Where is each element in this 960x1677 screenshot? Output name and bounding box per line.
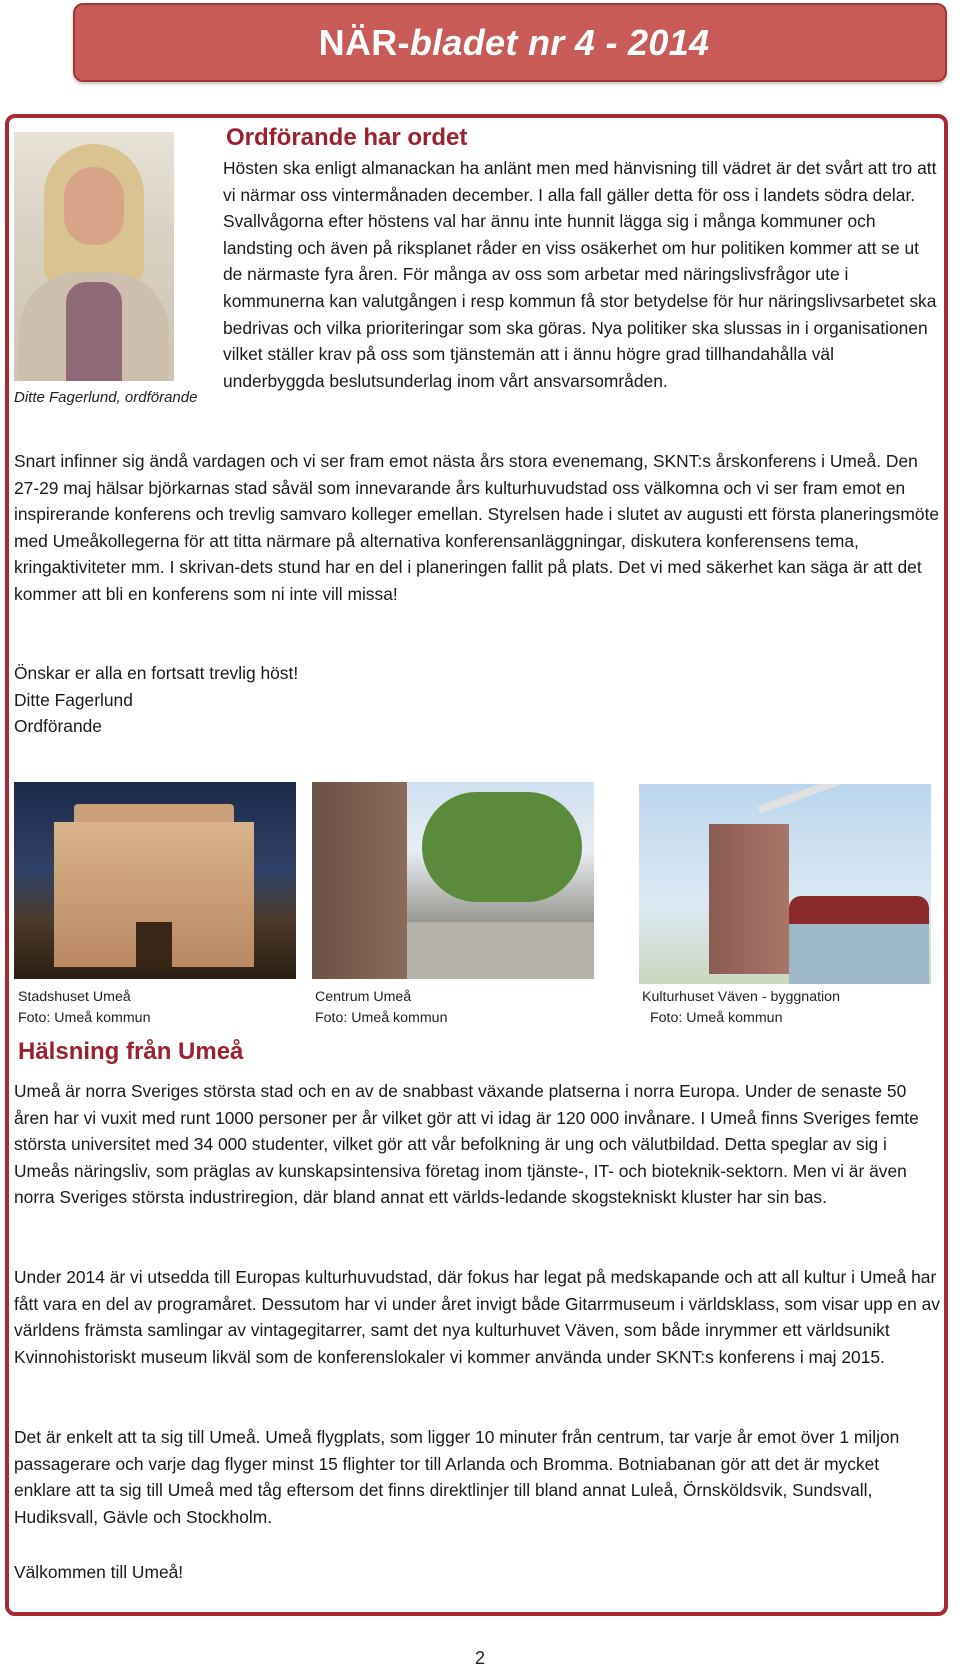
- chair-body-paragraph: Snart infinner sig ändå vardagen och vi ser fram emot nästa års stora evenemang, SKNT:s årskonferens i Umeå. Den 27-29 maj hälsar björkarnas stad såväl som innevarande års kulturhuvudstad oss välkomna och vi ser fram emot en inspirerande konferens och trevlig samvaro kolleger emellan. Styrelsen hade i slutet av augusti ett första planeringsmöte med Umeåkollegerna för att titta närmare på alternativa konferensanläggningar, diskutera konferensens tema, kringaktiviteter mm. I skrivan-dets stund har en del i planeringen fallit på plats. Det vi med säkerhet kan säga är att det kommer att bli en konferens som ni inte vill missa!: [14, 451, 940, 604]
- caption-credit: Foto: Umeå kommun: [18, 1010, 151, 1026]
- signature-name: Ditte Fagerlund: [14, 690, 133, 710]
- photo-caption-stadshuset: [18, 987, 150, 1029]
- portrait-top-shape: [66, 282, 122, 381]
- photo-vaven: [639, 784, 931, 984]
- page-number: 2: [474, 1648, 485, 1668]
- centrum-street-shape: [407, 922, 594, 979]
- vaven-house-shape: [789, 924, 929, 984]
- section-heading-chair: Ordförande har ordet: [226, 124, 468, 151]
- section-heading-umea: Hälsning från Umeå: [18, 1038, 244, 1065]
- vaven-crane-shape: [758, 784, 902, 814]
- signature-title: Ordförande: [14, 716, 102, 736]
- umea-closing: Välkommen till Umeå!: [14, 1562, 184, 1582]
- centrum-tree-shape: [422, 792, 582, 902]
- photo-centrum: [312, 782, 594, 979]
- umea-paragraph-1: Umeå är norra Sveriges största stad och en av de snabbast växande platserna i norra Europa. Under de senaste 50 åren har vi vuxit med runt 1000 personer per år vilket gör att vi idag är 120 000 invånare. I Umeå finns Sveriges femte största universitet med 34 000 studenter, vilket gör att vår befolkning är ung och välutbildad. Detta speglar av sig i Umeås näringsliv, som präglas av kunskapsintensiva företag inom tjänste-, IT- och bioteknik-sektorn. Men vi är även norra Sveriges största industriregion, där bland annat ett världs-ledande skogstekniskt kluster har sin bas.: [14, 1081, 919, 1208]
- newsletter-banner: [73, 3, 947, 82]
- chair-portrait-photo: [14, 132, 174, 381]
- caption-credit: Foto: Umeå kommun: [315, 1010, 448, 1026]
- portrait-caption: Ditte Fagerlund, ordförande: [14, 389, 198, 406]
- chair-intro-paragraph: Hösten ska enligt almanackan ha anlänt men med hänvisning till vädret är det svårt att tro att vi närmar oss vintermånaden december. I alla fall gäller detta för oss i landets södra delar. Svallvågorna efter höstens val har ännu inte hunnit lägga sig i många kommuner och landsting och även på riksplanet råder en viss osäkerhet om hur politiken kommer att se ut de närmaste fyra åren. För många av oss som arbetar med näringslivsfrågor ute i kommunerna kan valutgången i resp kommun få stor betydelse för hur näringslivsarbetet ska bedrivas och vilka prioriteringar som ska göras. Nya politiker ska slussas in i organisationen vilket ställer krav på oss som tjänstemän att i ännu högre grad tillhandahålla väl underbyggda beslutsunderlag inom vårt ansvarsområden.: [223, 158, 937, 391]
- centrum-wall-shape: [312, 782, 407, 979]
- caption-title: Kulturhuset Väven - byggnation: [642, 989, 840, 1005]
- stadshuset-door-shape: [136, 922, 172, 967]
- chair-greeting: Önskar er alla en fortsatt trevlig höst!: [14, 663, 299, 683]
- vaven-tower-shape: [709, 824, 789, 974]
- title-issue: bladet nr 4 - 2014: [409, 21, 710, 63]
- photo-stadshuset: [14, 782, 296, 979]
- umea-paragraph-2: Under 2014 är vi utsedda till Europas kulturhuvudstad, där fokus har legat på medskapande och att all kultur i Umeå har fått vara en del av programåret. Dessutom har vi under året invigt både Gitarrmuseum i världsklass, som visar upp en av världens främsta samlingar av vintagegitarrer, samt det nya kulturhuvet Väven, som både inrymmer ett världsunikt Kvinnohistoriskt museum likväl som de konferenslokaler vi kommer använda under SKNT:s konferens i maj 2015.: [14, 1267, 940, 1367]
- umea-paragraph-3: Det är enkelt att ta sig till Umeå. Umeå flygplats, som ligger 10 minuter från centrum, tar varje år emot över 1 miljon passagerare och varje dag flyger minst 15 flighter tor till Arlanda och Bromma. Botniabanan gör att det är mycket enklare att ta sig till Umeå med tåg eftersom det finns direktlinjer till bland annat Luleå, Örnsköldsvik, Sundsvall, Hudiksvall, Gävle och Stockholm.: [14, 1427, 900, 1527]
- photo-caption-centrum: [315, 987, 447, 1029]
- newsletter-title: [311, 22, 710, 64]
- caption-title: Centrum Umeå: [315, 989, 412, 1005]
- portrait-face-shape: [64, 167, 124, 245]
- caption-credit: Foto: Umeå kommun: [650, 1010, 783, 1026]
- title-prefix: NÄR-: [318, 21, 410, 63]
- caption-title: Stadshuset Umeå: [18, 989, 131, 1005]
- photo-caption-vaven: [642, 987, 840, 1029]
